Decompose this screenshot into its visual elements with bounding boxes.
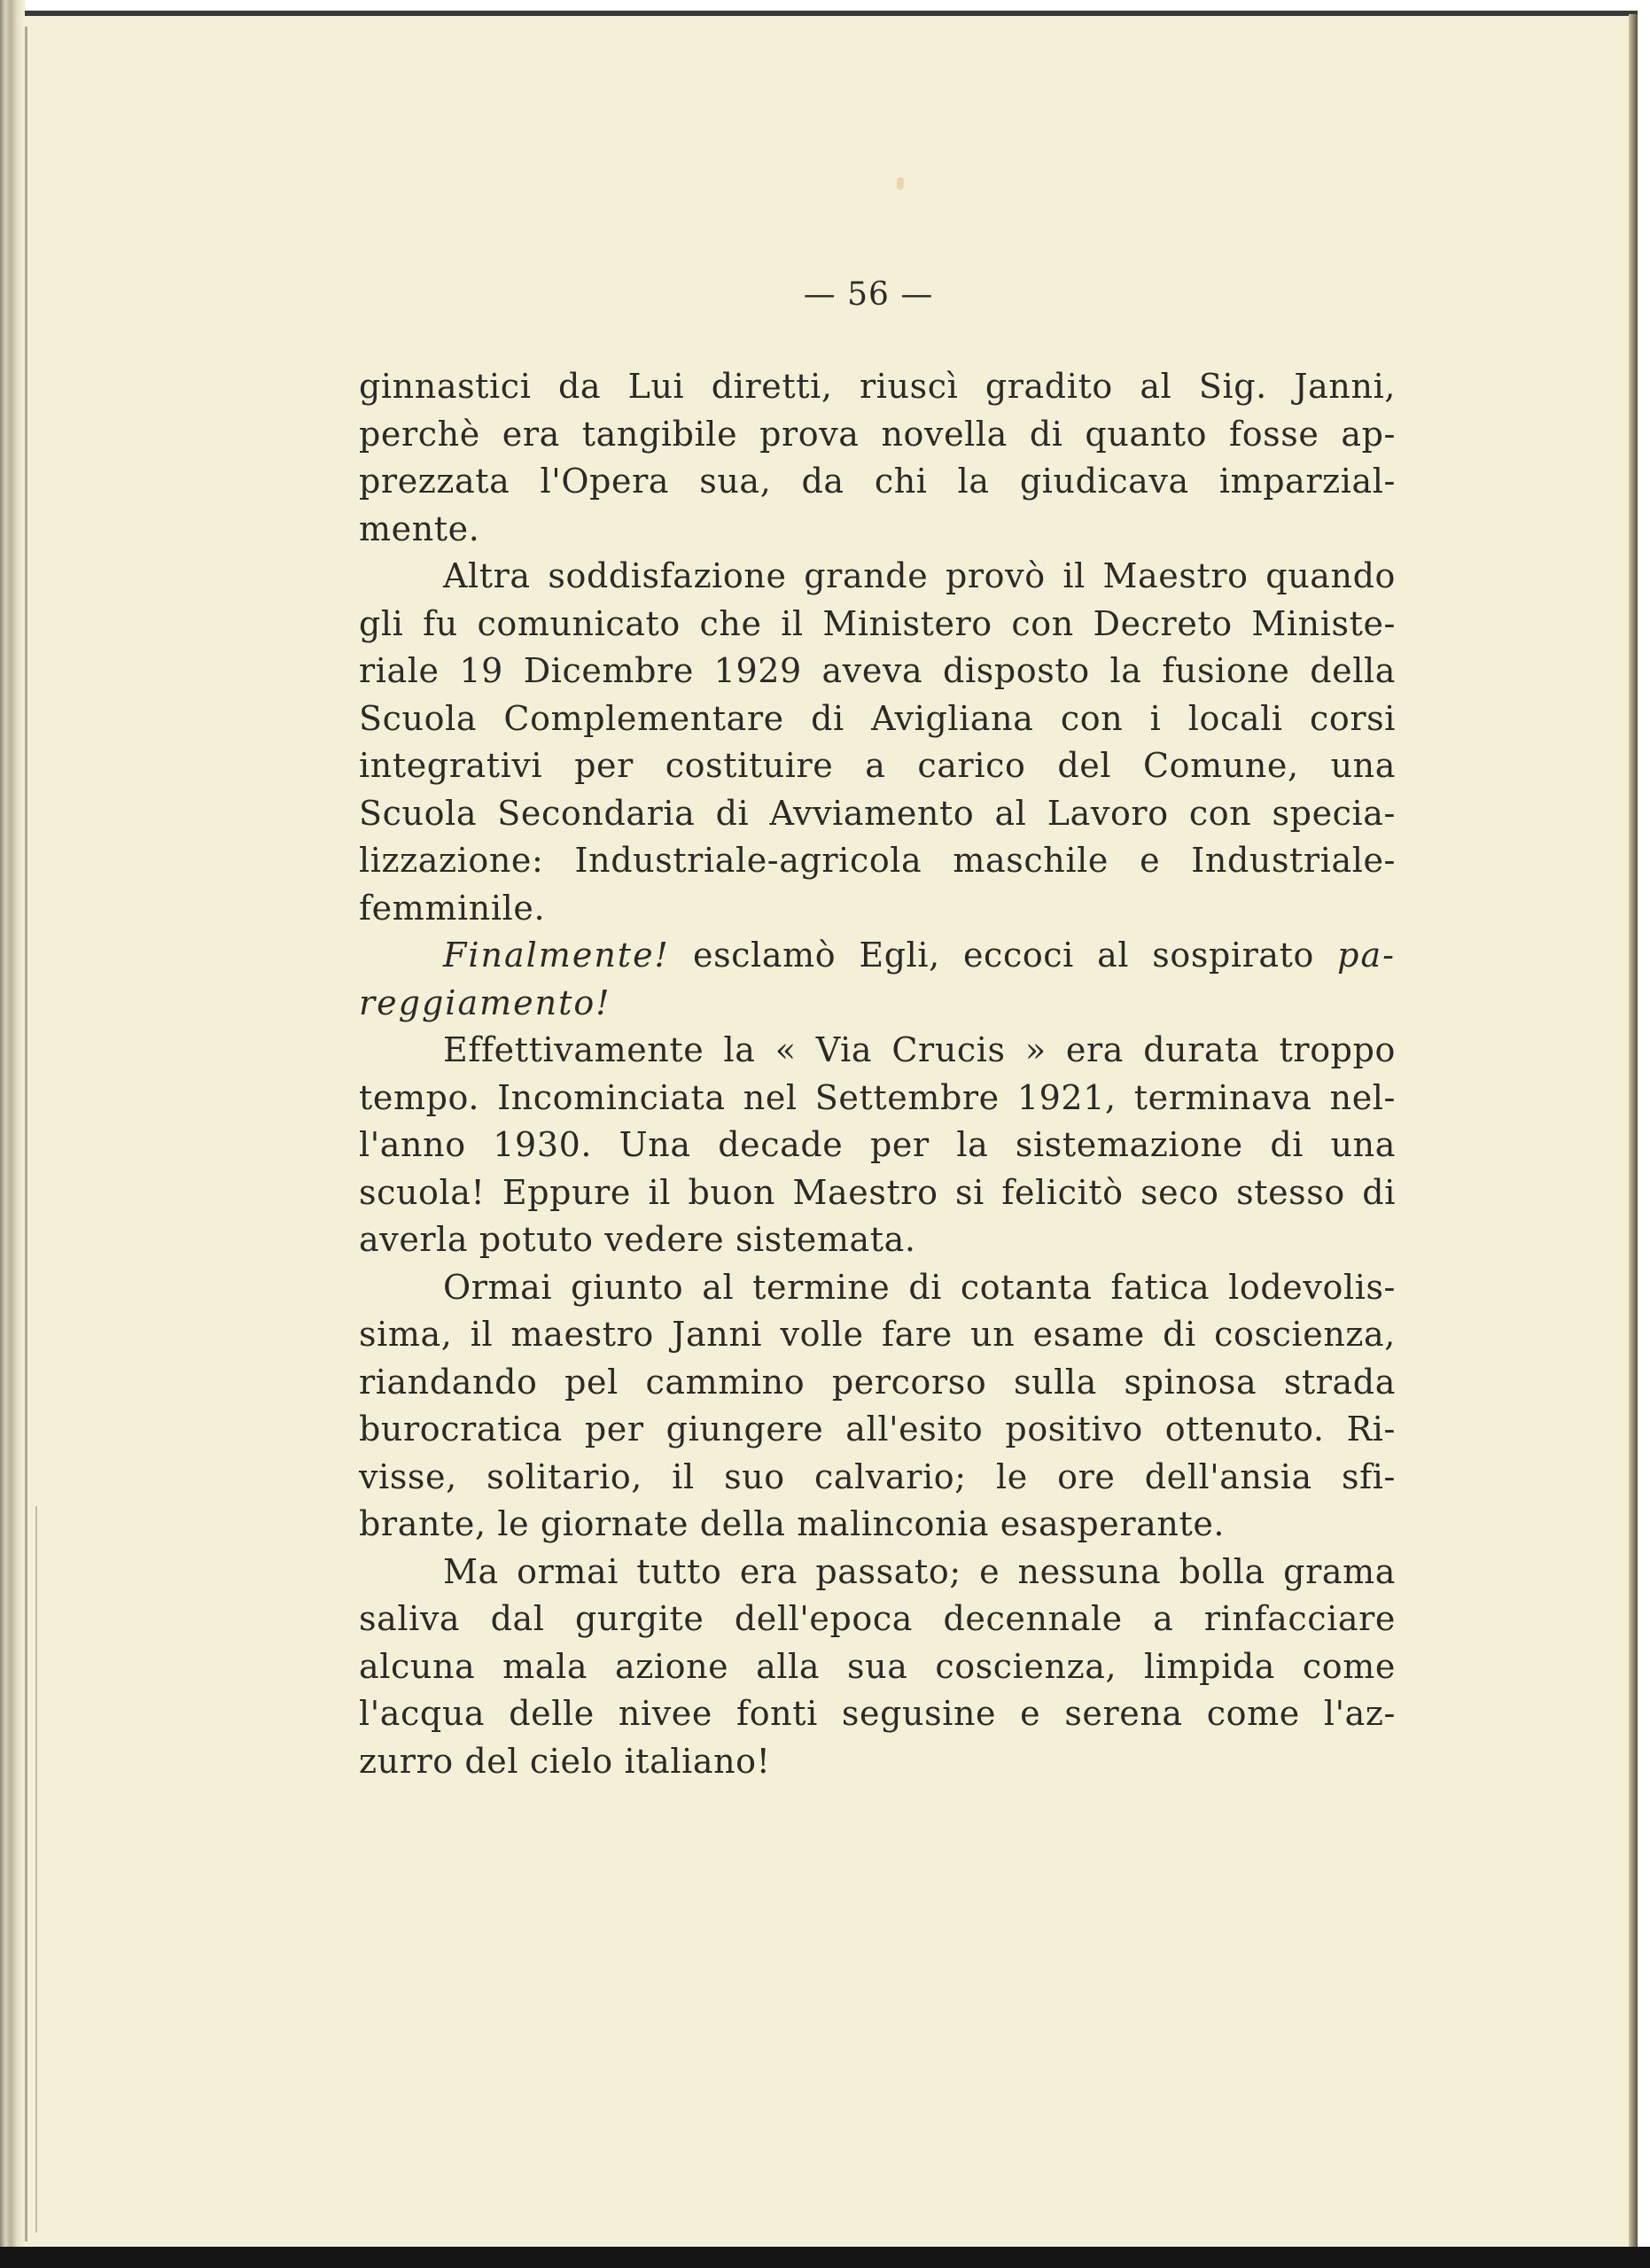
text-line — [359, 1501, 1396, 1549]
scan-bottom-border — [0, 2247, 1650, 2268]
text-line — [359, 1169, 1396, 1217]
text-line — [359, 1359, 1396, 1407]
text-line — [359, 458, 1396, 506]
text-line — [359, 1549, 1396, 1596]
text-run: Ma ormai tutto era passato; e nessuna bolla grama — [443, 1551, 1396, 1591]
text-run: Effettivamente la « Via Crucis » era durata troppo — [443, 1030, 1396, 1069]
text-line — [359, 1311, 1396, 1359]
text-line — [359, 1216, 1396, 1264]
text-line — [359, 790, 1396, 838]
italic-text-run: reggiamento! — [359, 983, 611, 1022]
text-line — [359, 411, 1396, 459]
text-line — [359, 1264, 1396, 1312]
text-line — [359, 1406, 1396, 1454]
text-line — [359, 648, 1396, 695]
text-run: visse, solitario, il suo calvario; le ore dell'ansia sfi- — [359, 1456, 1396, 1496]
scan-top-border — [18, 11, 1639, 16]
book-spine-edge — [0, 0, 25, 2268]
text-run: lizzazione: Industriale-agricola maschile e Industriale- — [359, 841, 1396, 880]
text-line — [359, 980, 1396, 1028]
text-line — [359, 1690, 1396, 1738]
text-run: Scuola Complementare di Avigliana con i locali corsi — [359, 698, 1396, 738]
text-run: scuola! Eppure il buon Maestro si felicitò seco stesso di — [359, 1172, 1396, 1212]
text-run: burocratica per giungere all'esito positivo ottenuto. Ri- — [359, 1410, 1396, 1449]
text-line — [359, 553, 1396, 601]
text-line — [359, 742, 1396, 790]
text-run: Scuola Secondaria di Avviamento al Lavoro con specia- — [359, 793, 1396, 833]
text-run: sima, il maestro Janni volle fare un esame di coscienza, — [359, 1315, 1396, 1354]
text-run: esclamò Egli, eccoci al sospirato — [669, 936, 1338, 975]
text-line — [359, 695, 1396, 743]
text-line — [359, 506, 1396, 554]
text-line — [359, 363, 1396, 411]
paper-stain — [897, 177, 904, 190]
text-run: femminile. — [359, 888, 546, 928]
text-run: perchè era tangibile prova novella di quanto fosse ap- — [359, 414, 1396, 454]
text-run: riale 19 Dicembre 1929 aveva disposto la fusione della — [359, 651, 1396, 690]
italic-text-run: pa- — [1337, 936, 1396, 975]
text-line — [359, 1027, 1396, 1075]
text-run: tempo. Incominciata nel Settembre 1921, terminava nel- — [359, 1077, 1396, 1117]
text-run: alcuna mala azione alla sua coscienza, limpida come — [359, 1646, 1396, 1686]
scan-right-margin — [1638, 0, 1650, 2268]
italic-text-run: Finalmente! — [443, 936, 670, 975]
text-line — [359, 1643, 1396, 1691]
text-run: ginnastici da Lui diretti, riuscì gradito al Sig. Janni, — [359, 367, 1396, 406]
page-number: — 56 — — [803, 276, 934, 313]
text-line — [359, 1122, 1396, 1169]
text-run: riandando pel cammino percorso sulla spinosa strada — [359, 1362, 1396, 1402]
text-run: Altra soddisfazione grande provò il Maestro quando — [443, 556, 1396, 595]
text-line — [359, 601, 1396, 649]
text-line — [359, 885, 1396, 933]
text-run: saliva dal gurgite dell'epoca decennale a rinfacciare — [359, 1599, 1396, 1638]
text-line — [359, 932, 1396, 980]
text-line — [359, 837, 1396, 885]
text-run: gli fu comunicato che il Ministero con Decreto Ministe- — [359, 603, 1396, 643]
text-line — [359, 1596, 1396, 1643]
text-run: integrativi per costituire a carico del Comune, una — [359, 746, 1396, 785]
text-run: averla potuto vedere sistemata. — [359, 1220, 916, 1259]
text-run: mente. — [359, 509, 480, 548]
text-run: Ormai giunto al termine di cotanta fatica lodevolis- — [443, 1267, 1396, 1307]
text-line — [359, 1738, 1396, 1786]
text-run: l'anno 1930. Una decade per la sistemazione di una — [359, 1125, 1396, 1164]
text-run: l'acqua delle nivee fonti segusine e serena come l'az- — [359, 1694, 1396, 1733]
text-run: zurro del cielo italiano! — [359, 1741, 771, 1781]
spine-fold-line-secondary — [35, 1506, 37, 2233]
text-run: prezzata l'Opera sua, da chi la giudicava imparzial- — [359, 462, 1396, 501]
text-run: brante, le giornate della malinconia esasperante. — [359, 1504, 1226, 1543]
spine-fold-line — [25, 27, 27, 2241]
text-line — [359, 1454, 1396, 1502]
body-text — [359, 363, 1396, 1785]
text-line — [359, 1075, 1396, 1122]
